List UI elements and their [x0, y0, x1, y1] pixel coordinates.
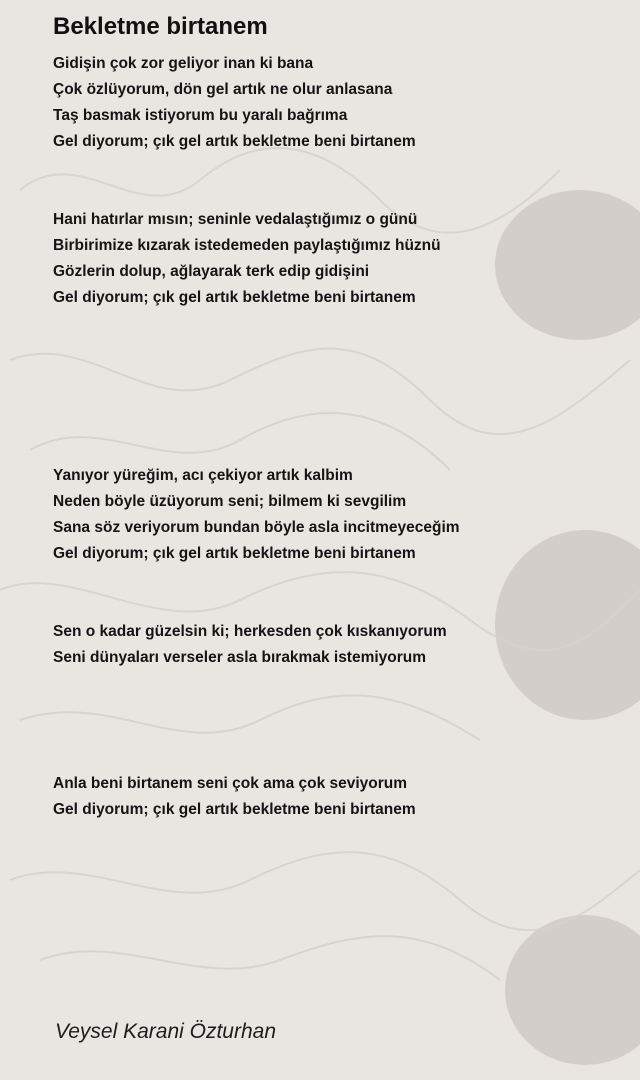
stanza-4	[53, 619, 447, 671]
poem-line: Seni dünyaları verseler asla bırakmak istemiyorum	[53, 649, 427, 666]
poem-line: Birbirimize kızarak istedemeden paylaştığımız hüznü	[53, 237, 441, 254]
poem-line: Gel diyorum; çık gel artık bekletme beni birtanem	[53, 289, 416, 306]
poem-line: Taş basmak istiyorum bu yaralı bağrıma	[53, 107, 348, 124]
stanza-1	[53, 51, 416, 155]
poem-line: Gidişin çok zor geliyor inan ki bana	[53, 55, 314, 72]
poem-line: Hani hatırlar mısın; seninle vedalaştığımız o günü	[53, 211, 418, 228]
stanza-3	[53, 463, 460, 567]
poem-line: Anla beni birtanem seni çok ama çok seviyorum	[53, 775, 408, 792]
stanza-2	[53, 207, 441, 311]
poem-line: Sana söz veriyorum bundan böyle asla incitmeyeceğim	[53, 519, 460, 536]
poem-line: Sen o kadar güzelsin ki; herkesden çok kıskanıyorum	[53, 623, 447, 640]
poem-line: Gözlerin dolup, ağlayarak terk edip gidişini	[53, 263, 370, 280]
poem-line: Yanıyor yüreğim, acı çekiyor artık kalbim	[53, 467, 353, 484]
poem-title: Bekletme birtanem	[53, 13, 268, 40]
poem-line: Çok özlüyorum, dön gel artık ne olur anlasana	[53, 81, 393, 98]
poem-line: Gel diyorum; çık gel artık bekletme beni birtanem	[53, 133, 416, 150]
poem-line: Gel diyorum; çık gel artık bekletme beni birtanem	[53, 545, 416, 562]
poem-line: Gel diyorum; çık gel artık bekletme beni birtanem	[53, 801, 416, 818]
poem-author: Veysel Karani Özturhan	[55, 1020, 277, 1043]
poem-line: Neden böyle üzüyorum seni; bilmem ki sevgilim	[53, 493, 407, 510]
stanza-5	[53, 771, 416, 823]
